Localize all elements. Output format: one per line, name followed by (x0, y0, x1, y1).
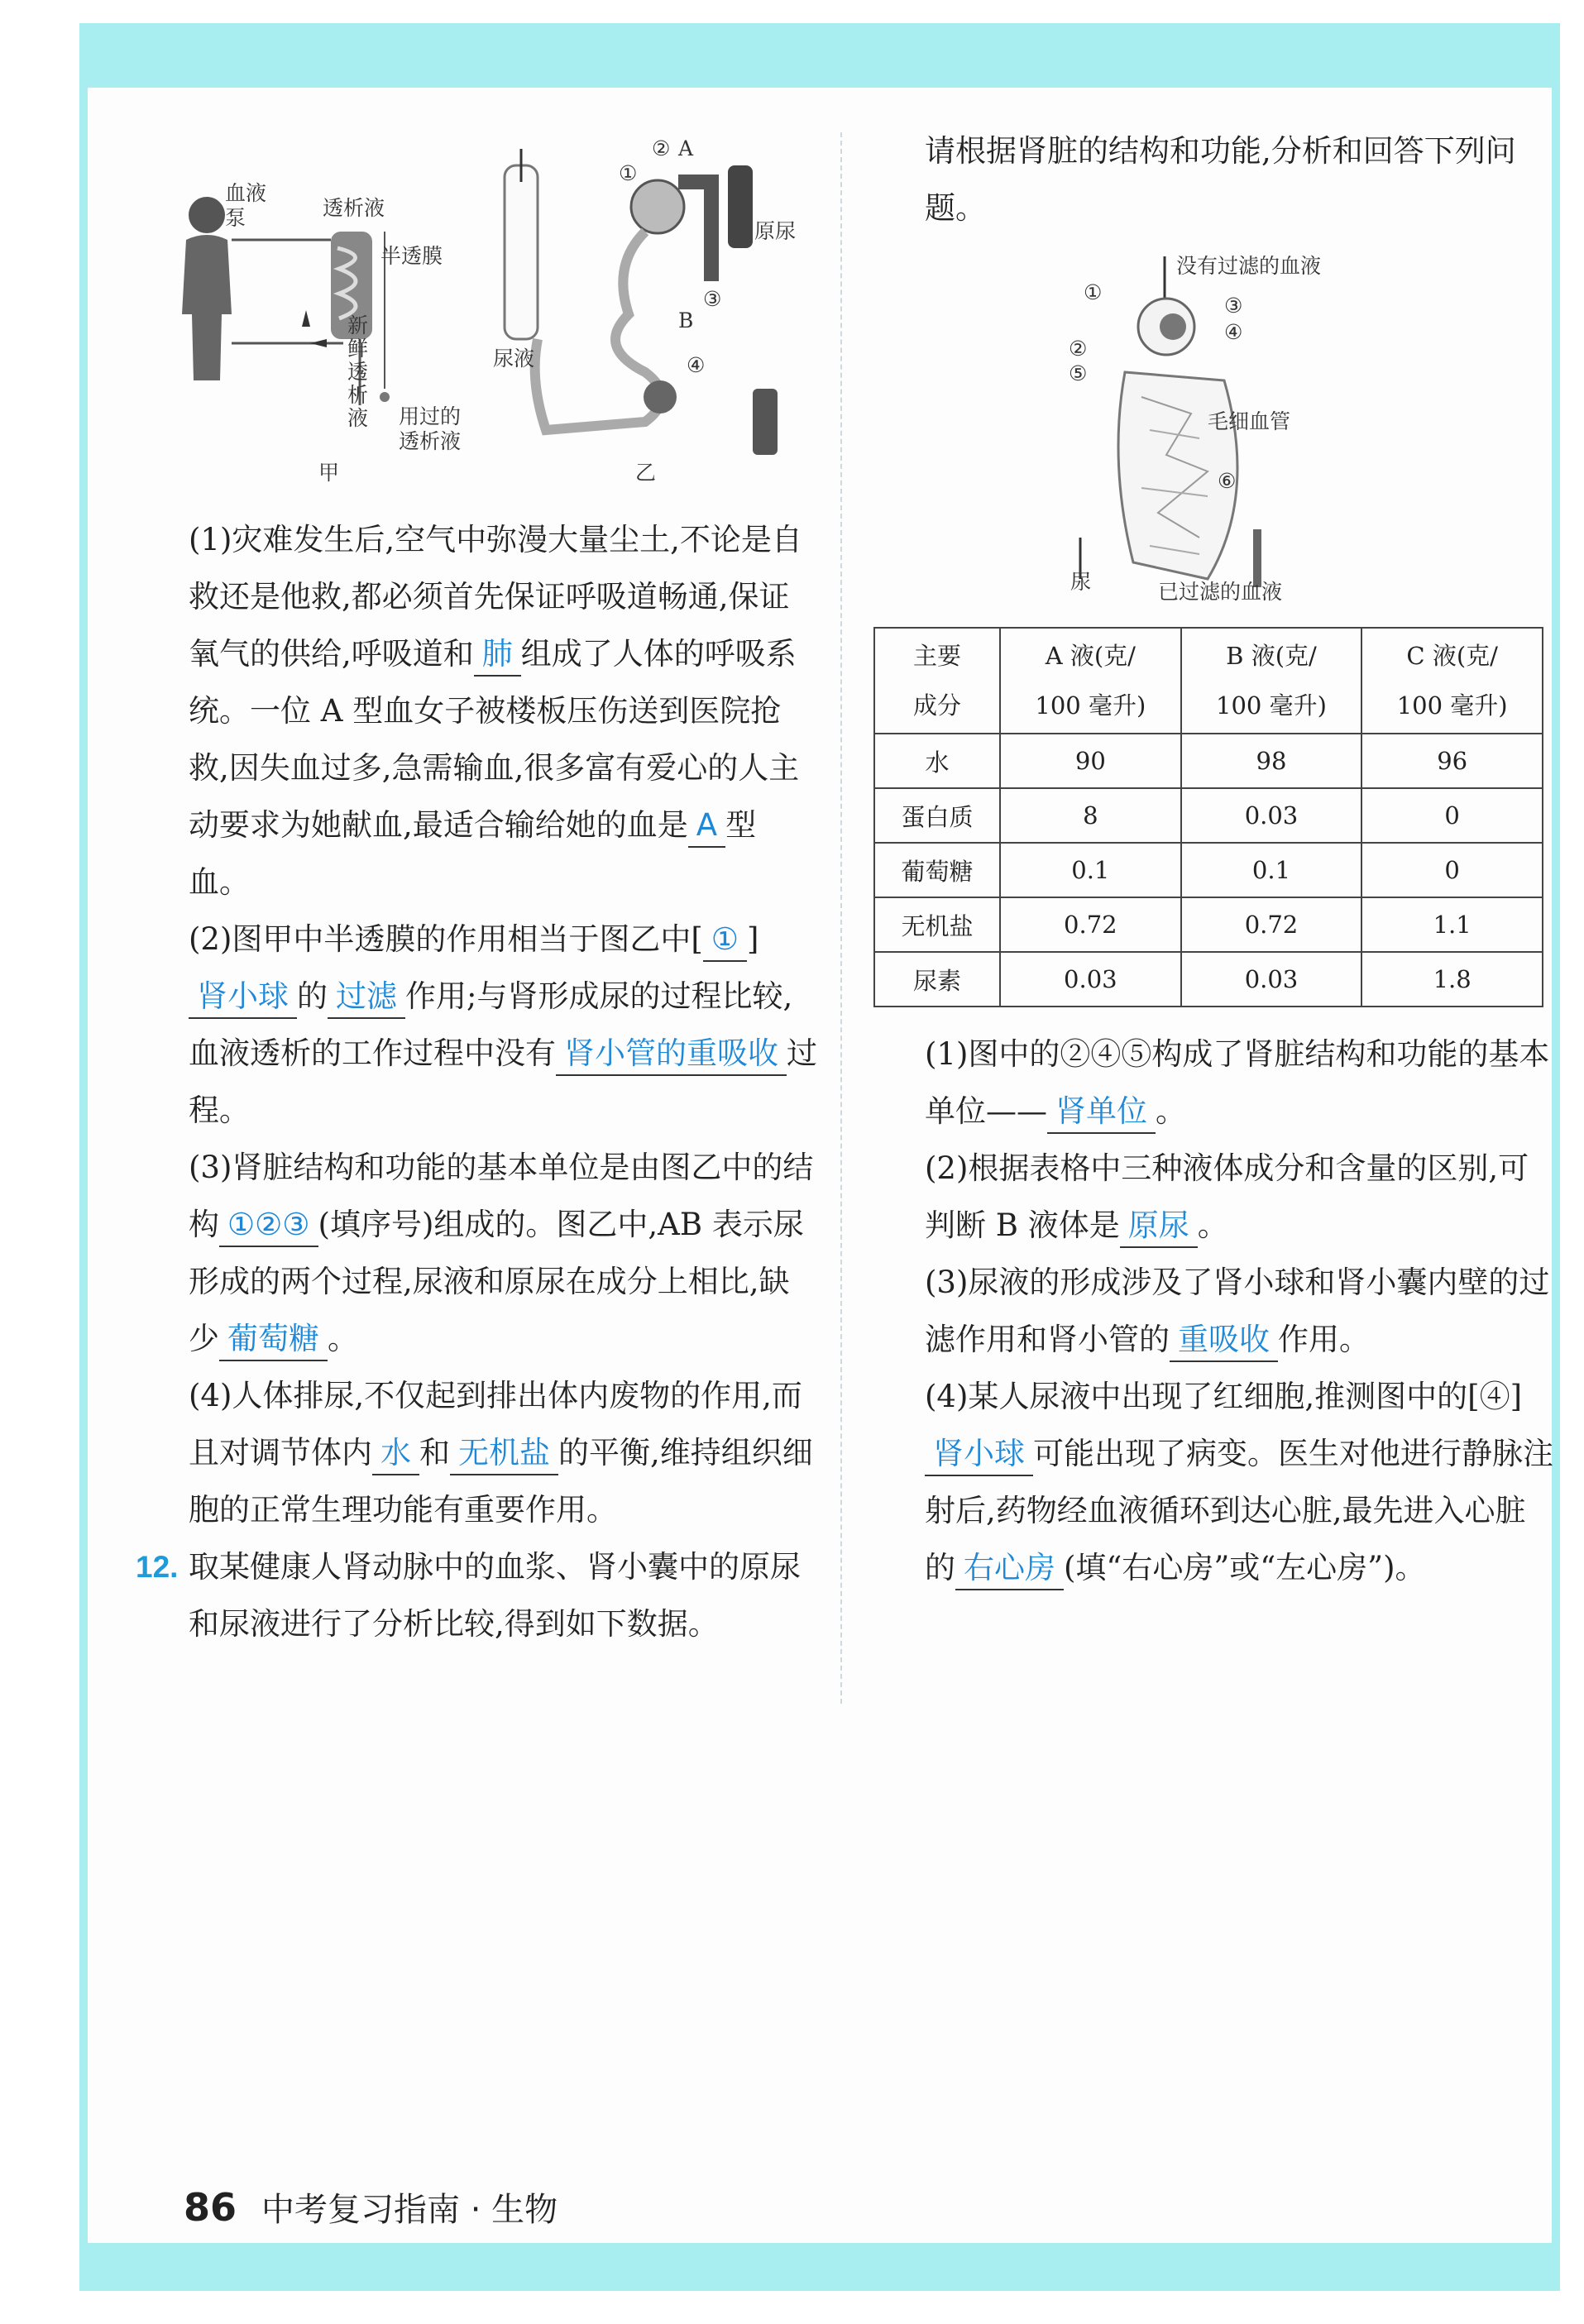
label-nephron-1: ① (619, 161, 638, 185)
label-nephron-2: ② (652, 136, 671, 160)
rq1-text-1: (1)图中的②④⑤构成了肾脏结构和功能的基本单位—— (925, 1036, 1550, 1129)
person-silhouette (182, 197, 232, 380)
q2-text-5: 过程。 (189, 1035, 817, 1128)
rq4-answer-1: 肾小球 (925, 1433, 1033, 1476)
label-used-dialysate-2: 透析液 (399, 429, 462, 453)
rq1-text-2: 。 (1156, 1093, 1186, 1129)
question-12-text: 取某健康人肾动脉中的血浆、肾小囊中的原尿和尿液进行了分析比较,得到如下数据。 (189, 1549, 801, 1642)
question-1 (189, 511, 817, 911)
right-question-2 (925, 1140, 1553, 1254)
bottom-border (79, 2243, 1560, 2291)
q4-text-1: (4)人体排尿,不仅起到排出体内废物的作用,而且对调节体内 (189, 1378, 802, 1470)
label-capillary: 毛细血管 (1208, 409, 1291, 433)
label-fresh-1: 新 (347, 313, 369, 337)
rq4-text-1: (4)某人尿液中出现了红细胞,推测图中的[④] (925, 1379, 1523, 1414)
nephron-diagram (1059, 248, 1357, 612)
q2-answer-2: 肾小球 (189, 976, 297, 1019)
right-questions (925, 1026, 1553, 1596)
right-intro (925, 122, 1553, 237)
left-column (136, 511, 817, 1652)
left-border (79, 23, 88, 2289)
rq2-text-2: 。 (1197, 1207, 1228, 1243)
q1-text-2: 组成了人体的呼吸系统。一位 A 型血女子被楼板压伤送到医院抢救,因失血过多,急需输血,很多富有爱心的人主动要求为她献血,最适合输给她的血是 (189, 636, 800, 843)
caption-jia: 甲 (318, 461, 340, 485)
rq3-text-1: (3)尿液的形成涉及了肾小球和肾小囊内壁的过滤作用和肾小管的 (925, 1265, 1550, 1357)
q4-answer-1: 水 (372, 1432, 419, 1475)
question-12-number: 12. (136, 1550, 179, 1584)
label-urine: 尿 (1070, 570, 1092, 594)
q1-answer-1: 肺 (474, 634, 521, 677)
right-question-3 (925, 1254, 1553, 1368)
q2-answer-3: 过滤 (328, 976, 405, 1019)
q2-text-4: 作用;与肾形成尿的过程比较,血液透析的工作过程中没有 (189, 978, 793, 1071)
label-urine-liquid: 尿液 (493, 347, 535, 371)
rq3-text-2: 作用。 (1278, 1322, 1370, 1357)
label-fresh-5: 液 (347, 406, 369, 430)
table-header-c: C 液(克/ 100 毫升) (1361, 628, 1543, 734)
right-question-4 (925, 1368, 1553, 1596)
label-diagram-4: ④ (1224, 320, 1243, 344)
q4-answer-2: 无机盐 (450, 1432, 558, 1475)
caption-yi: 乙 (635, 461, 657, 485)
label-blood: 血液 (225, 181, 267, 205)
q1-text-3: 型血。 (189, 807, 757, 900)
question-2 (189, 911, 817, 1139)
label-diagram-6: ⑥ (1218, 469, 1237, 493)
label-dialysate: 透析液 (323, 196, 385, 220)
label-filtered-blood: 已过滤的血液 (1158, 580, 1283, 604)
page-footer (184, 2183, 558, 2231)
q2-answer-4: 肾小管的重吸收 (556, 1033, 787, 1076)
question-3 (189, 1139, 817, 1367)
label-nephron-4: ④ (687, 353, 706, 377)
rq2-answer-1: 原尿 (1120, 1205, 1198, 1248)
rq1-answer-1: 肾单位 (1047, 1091, 1156, 1134)
table-row: 尿素 0.03 0.03 1.8 (874, 952, 1543, 1007)
book-title: 中考复习指南 · 生物 (261, 2191, 558, 2229)
q2-text-1: (2)图甲中半透膜的作用相当于图乙中[ (189, 921, 703, 957)
table-header-component: 主要 成分 (874, 628, 1000, 734)
label-fresh-4: 析 (347, 383, 369, 407)
label-nephron-B: B (678, 308, 694, 332)
label-pump: 泵 (225, 206, 246, 230)
intro-text: 请根据肾脏的结构和功能,分析和回答下列问题。 (925, 133, 1516, 226)
q3-answer-2: 葡萄糖 (219, 1318, 328, 1361)
q2-text-3: 的 (297, 978, 328, 1014)
label-used-dialysate-1: 用过的 (399, 404, 462, 428)
label-nephron-A: A (678, 136, 694, 160)
dialysis-kidney-figure (182, 132, 835, 496)
table-header-b: B 液(克/ 100 毫升) (1181, 628, 1362, 734)
rq4-answer-2: 右心房 (955, 1547, 1064, 1590)
right-question-1 (925, 1026, 1553, 1140)
label-fresh-2: 鲜 (347, 337, 369, 361)
q1-text-1: (1)灾难发生后,空气中弥漫大量尘土,不论是自救还是他救,都必须首先保证呼吸道畅通,保证氧气的供给,呼吸道和 (189, 522, 802, 672)
q3-text-3: 。 (328, 1321, 358, 1356)
table-row: 水 90 98 96 (874, 734, 1543, 788)
rq3-answer-1: 重吸收 (1170, 1319, 1278, 1362)
q3-answer-1: ①②③ (219, 1204, 318, 1247)
label-nephron-3: ③ (703, 287, 722, 311)
label-fresh-3: 透 (347, 360, 369, 384)
q2-text-2: ] (747, 921, 759, 957)
composition-table (873, 627, 1543, 1007)
question-12 (136, 1538, 817, 1652)
top-border (79, 23, 1560, 88)
q4-text-3: 的平衡,维持组织细胞的正常生理功能有重要作用。 (189, 1435, 813, 1528)
label-diagram-3: ③ (1224, 294, 1243, 318)
column-divider (840, 132, 842, 1704)
q3-text-1: (3)肾脏结构和功能的基本单位是由图乙中的结构 (189, 1150, 814, 1242)
label-diagram-5: ⑤ (1069, 361, 1088, 385)
q4-text-2: 和 (419, 1435, 450, 1470)
table-row: 无机盐 0.72 0.72 1.1 (874, 897, 1543, 952)
table-header-a: A 液(克/ 100 毫升) (1000, 628, 1181, 734)
label-diagram-2: ② (1069, 337, 1088, 361)
rq4-text-3: (填“右心房”或“左心房”)。 (1064, 1550, 1426, 1585)
label-original-urine: 原尿 (754, 219, 797, 243)
table-header-row (874, 628, 1543, 734)
q1-answer-2: A (688, 805, 725, 848)
label-diagram-1: ① (1084, 280, 1103, 304)
label-unfiltered-blood: 没有过滤的血液 (1176, 254, 1322, 278)
table-row: 蛋白质 8 0.03 0 (874, 788, 1543, 843)
q2-answer-1: ① (703, 919, 747, 962)
nephron-drawing (505, 149, 778, 455)
table-row: 葡萄糖 0.1 0.1 0 (874, 843, 1543, 897)
rq4-text-2: 可能出现了病变。医生对他进行静脉注射后,药物经血液循环到达心脏,最先进入心脏的 (925, 1436, 1553, 1585)
rq2-text-1: (2)根据表格中三种液体成分和含量的区别,可判断 B 液体是 (925, 1150, 1529, 1243)
q3-text-2: (填序号)组成的。图乙中,AB 表示尿形成的两个过程,尿液和原尿在成分上相比,缺少 (189, 1207, 804, 1356)
page-number: 86 (184, 2185, 237, 2230)
label-semipermeable-membrane: 半透膜 (380, 244, 443, 268)
question-4 (189, 1367, 817, 1538)
